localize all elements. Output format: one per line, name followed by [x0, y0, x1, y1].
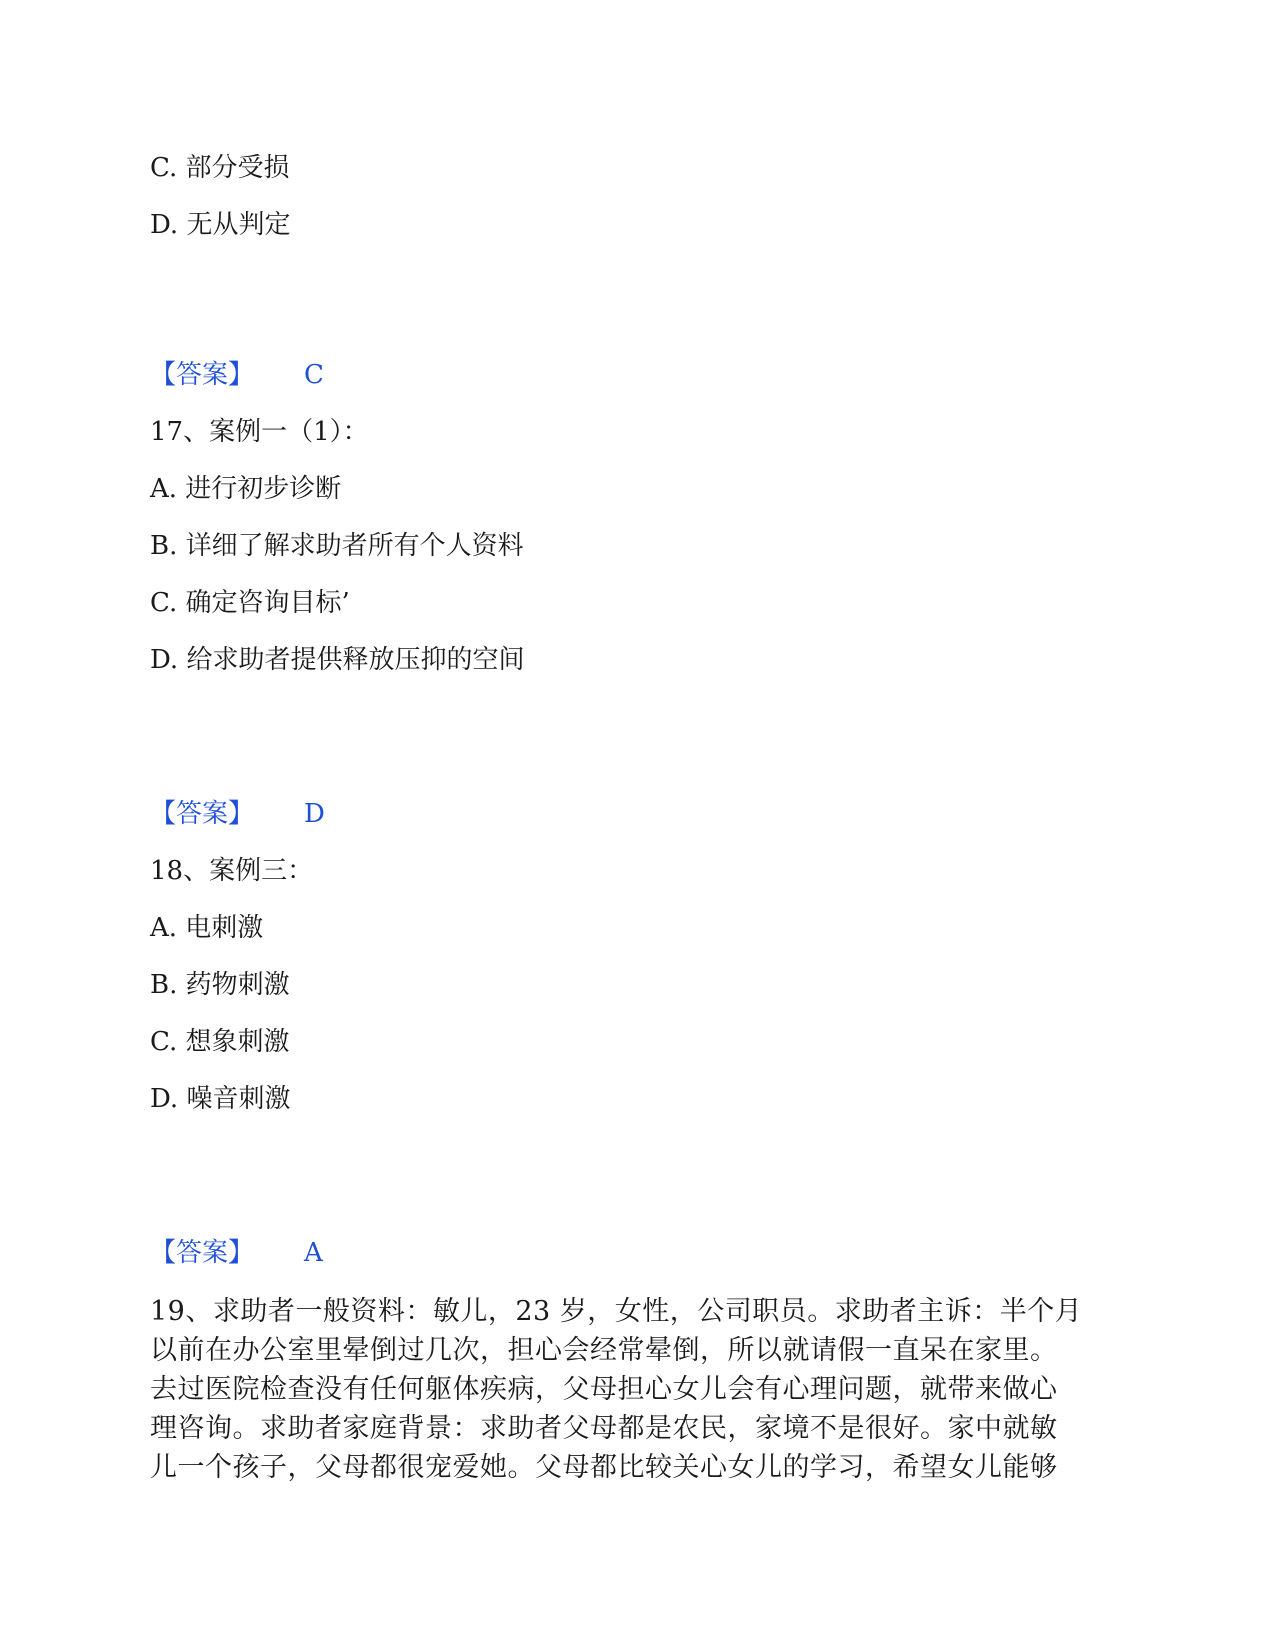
answer-value: A	[304, 1238, 323, 1268]
q18-option-b: B. 药物刺激	[150, 970, 290, 1000]
answer-value: C	[304, 360, 324, 390]
q17-answer	[150, 799, 325, 829]
paragraph-line: 以前在办公室里晕倒过几次，担心会经常晕倒，所以就请假一直呆在家里。	[150, 1335, 1058, 1366]
q17-option-c: C. 确定咨询目标’	[150, 588, 350, 618]
q17-option-b: B. 详细了解求助者所有个人资料	[150, 531, 524, 561]
q18-option-c: C. 想象刺激	[150, 1027, 290, 1057]
paragraph-line: 19、求助者一般资料：敏儿，23 岁，女性，公司职员。求助者主诉：半个月	[150, 1296, 1083, 1327]
answer-label: 【答案】	[150, 799, 255, 829]
answer-label: 【答案】	[150, 360, 255, 390]
q17-option-a: A. 进行初步诊断	[150, 474, 342, 504]
q19-case-paragraph	[150, 1292, 1130, 1487]
q16-option-d: D. 无从判定	[150, 210, 291, 240]
q17-option-d: D. 给求助者提供释放压抑的空间	[150, 645, 525, 675]
q16-answer	[150, 360, 324, 390]
answer-value: D	[304, 799, 325, 829]
paragraph-line: 儿一个孩子，父母都很宠爱她。父母都比较关心女儿的学习，希望女儿能够	[150, 1452, 1058, 1483]
paragraph-line: 理咨询。求助者家庭背景：求助者父母都是农民，家境不是很好。家中就敏	[150, 1413, 1058, 1444]
q16-option-c: C. 部分受损	[150, 153, 290, 183]
paragraph-line: 去过医院检查没有任何躯体疾病，父母担心女儿会有心理问题，就带来做心	[150, 1374, 1058, 1405]
q18-option-a: A. 电刺激	[150, 913, 264, 943]
answer-label: 【答案】	[150, 1238, 255, 1268]
q18-answer	[150, 1238, 323, 1268]
q18-stem: 18、案例三：	[150, 856, 314, 886]
q18-option-d: D. 噪音刺激	[150, 1084, 291, 1114]
q17-stem: 17、案例一（1）：	[150, 417, 369, 447]
